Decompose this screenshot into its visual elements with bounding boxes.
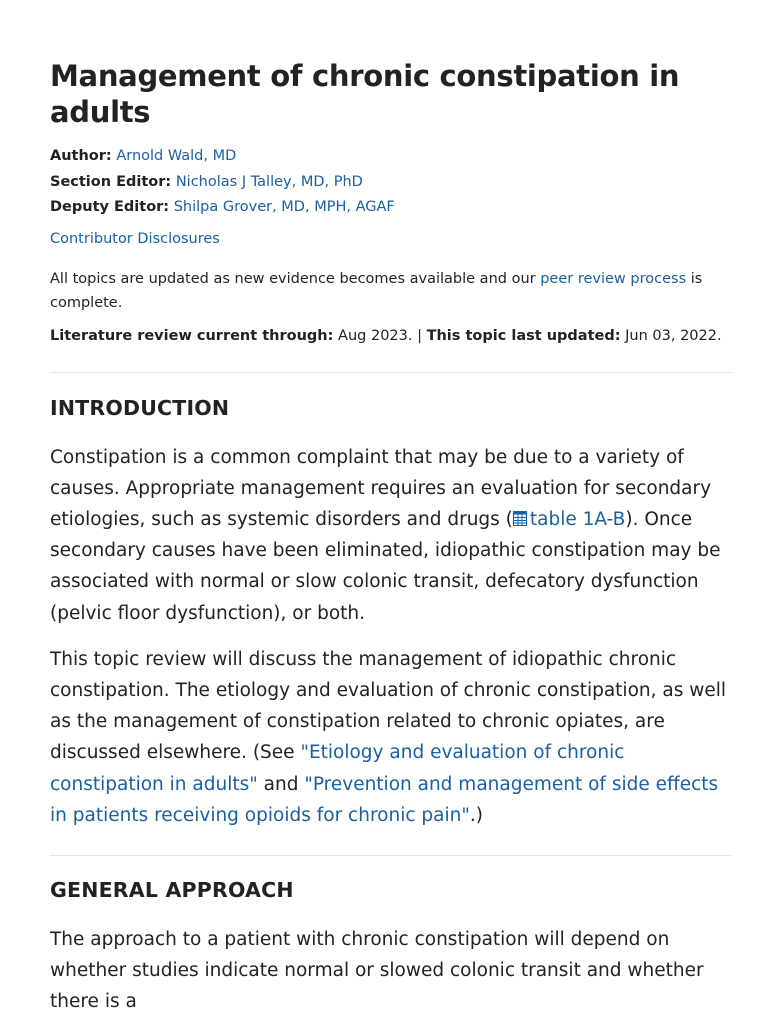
table-icon bbox=[513, 511, 527, 526]
table-1a-b-link[interactable] bbox=[513, 509, 625, 530]
deputy-editor-link[interactable]: Shilpa Grover, MD, MPH, AGAF bbox=[173, 199, 395, 215]
introduction-paragraph-1 bbox=[50, 442, 732, 629]
etiology-topic-link[interactable]: "Etiology and evaluation of chronic constipation in adults" bbox=[50, 742, 625, 795]
general-approach-section bbox=[50, 876, 732, 1018]
author-row bbox=[50, 144, 732, 170]
paragraph-text: .) bbox=[469, 804, 483, 826]
update-note-text-end: is complete. bbox=[50, 270, 703, 311]
introduction-paragraph-2 bbox=[50, 644, 732, 831]
section-editor-row bbox=[50, 170, 732, 196]
contributor-disclosures-link[interactable]: Contributor Disclosures bbox=[50, 230, 220, 247]
page-title: Management of chronic constipation in adults bbox=[50, 59, 680, 129]
section-editor-link[interactable]: Nicholas J Talley, MD, PhD bbox=[175, 173, 363, 190]
general-approach-heading: GENERAL APPROACH bbox=[50, 877, 294, 902]
paragraph-text: This topic review will discuss the management of idiopathic chronic constipation. The etiology and evaluation of chronic constipation, as well as the management of constipation related to chronic opiates, are discussed elsewhere. (See bbox=[50, 648, 727, 764]
table-link-label: table 1A-B bbox=[529, 508, 626, 530]
last-updated-date: Jun 03, 2022. bbox=[620, 327, 722, 344]
divider bbox=[50, 855, 732, 856]
opioid-side-effects-topic-link[interactable]: "Prevention and management of side effects in patients receiving opioids for chronic pain" bbox=[50, 773, 719, 826]
introduction-heading: INTRODUCTION bbox=[50, 395, 230, 420]
literature-review-label: Literature review current through: bbox=[50, 327, 334, 344]
peer-review-link[interactable]: peer review process bbox=[540, 270, 687, 287]
deputy-editor-row bbox=[50, 195, 732, 221]
paragraph-text: and bbox=[257, 773, 305, 795]
update-note-text: All topics are updated as new evidence becomes available and our bbox=[50, 270, 541, 287]
general-approach-paragraph-1: The approach to a patient with chronic constipation will depend on whether studies indicate normal or slowed colonic transit and whether there is a bbox=[50, 928, 704, 1013]
paragraph-text: ). Once secondary causes have been eliminated, idiopathic constipation may be associated with normal or slow colonic transit, defecatory dysfunction (pelvic floor dysfunction), or both. bbox=[50, 508, 721, 624]
literature-review-date: Aug 2023. bbox=[333, 327, 413, 344]
disclosures-row bbox=[50, 229, 732, 249]
introduction-section bbox=[50, 394, 732, 856]
section-editor-label: Section Editor: bbox=[50, 173, 172, 190]
last-updated-label: This topic last updated: bbox=[426, 327, 621, 344]
author-label: Author: bbox=[50, 148, 112, 164]
credits bbox=[50, 144, 732, 221]
divider bbox=[50, 372, 732, 373]
update-note bbox=[50, 267, 732, 316]
paragraph-text: Constipation is a common complaint that may be due to a variety of causes. Appropriate management requires an evaluation for secondary etiologies, such as systemic disorders and drugs ( bbox=[50, 446, 712, 530]
review-divider: | bbox=[412, 327, 427, 344]
review-dates bbox=[50, 326, 732, 346]
deputy-editor-label: Deputy Editor: bbox=[50, 199, 170, 215]
author-link[interactable]: Arnold Wald, MD bbox=[116, 148, 237, 164]
